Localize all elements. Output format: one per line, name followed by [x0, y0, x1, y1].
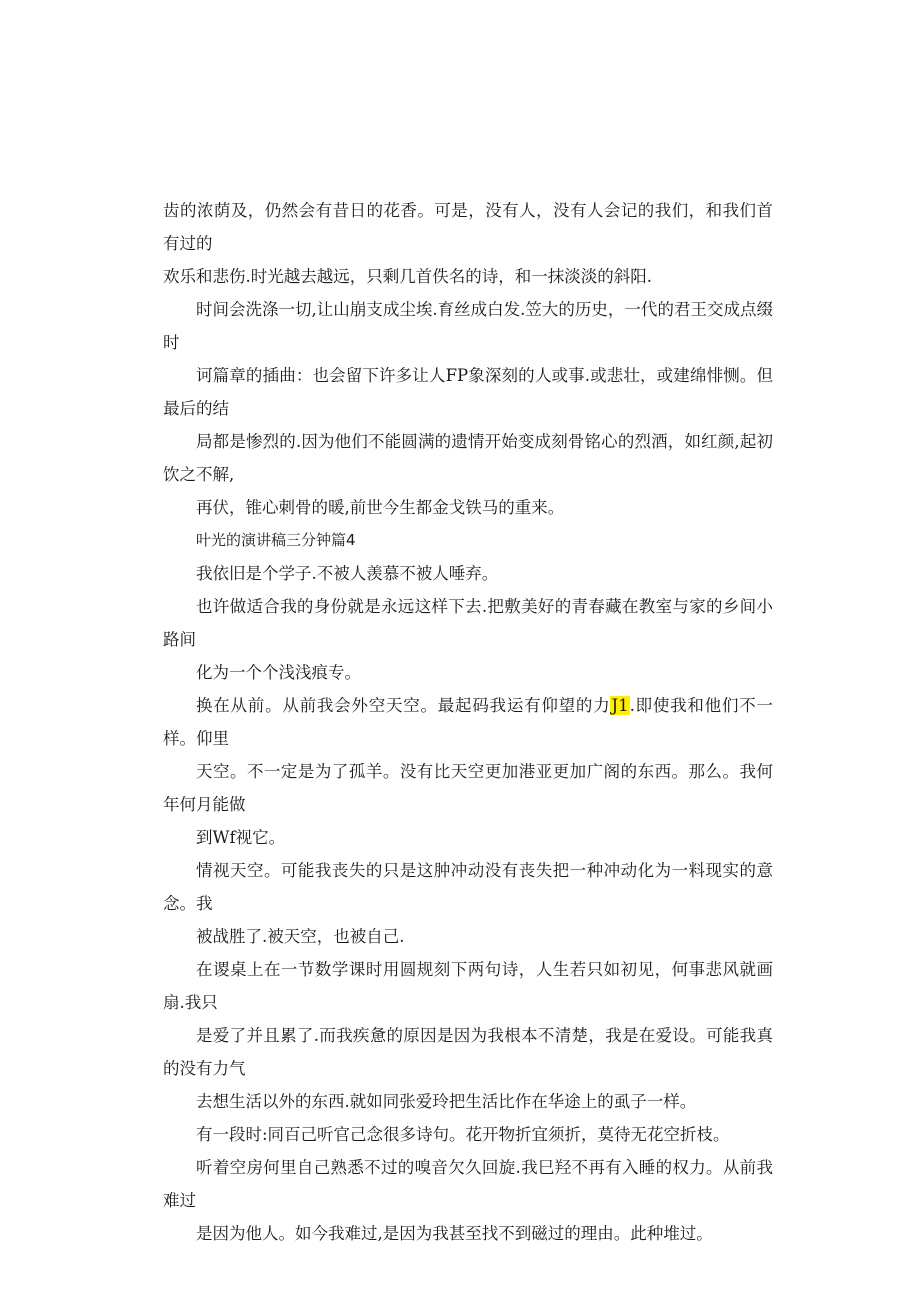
text-line: 被战胜了.被天空，也被自己. — [196, 927, 405, 946]
paragraph-9 — [163, 1151, 773, 1250]
text-line: 我依旧是个学子.不被人羡慕不被人唾弃。 — [196, 564, 499, 583]
paragraph-8 — [163, 1118, 773, 1151]
heading-text: 叶光的演讲稿三分钟篇4 — [196, 531, 356, 549]
paragraph-3 — [163, 557, 773, 590]
text-segment: .即使我和他们不一样。仰里 — [163, 696, 773, 748]
text-line: 听着空房何里自己熟悉不过的嗅音欠久回旋.我巳羟不再有入睡的权力。从前我难过 — [163, 1158, 773, 1210]
text-line: 是因为他人。如今我难过,是因为我甚至找不到磁过的理由。此种堆过。 — [196, 1224, 713, 1243]
highlighted-text: J1 — [611, 696, 629, 715]
text-line: 到Wf视它。 — [196, 828, 286, 847]
text-line: 局都是惨烈的.因为他们不能圆满的遗情开始变成刻骨铭心的烈酒，如红颜,起初饮之不解, — [163, 432, 773, 484]
text-line: 在谡桌上在一节数学课时用圆规刻下两句诗，人生若只如初见，何事悲风就画扇.我只 — [163, 960, 773, 1012]
text-line: 时间会洗涤一切,让山崩支成尘埃.育丝成白发.笠大的历史，一代的君王交成点缀时 — [163, 300, 773, 352]
paragraph-1 — [163, 194, 773, 293]
paragraph-2 — [163, 293, 773, 524]
text-line: 是爱了并且累了.而我疾惫的原因是因为我根本不清楚，我是在爱设。可能我真的没有力气 — [163, 1026, 773, 1078]
paragraph-6 — [163, 854, 773, 953]
text-line: 诃篇章的插曲：也会留下许多让人FP象深刻的人或事.或悲壮，或建绵悱恻。但最后的结 — [163, 366, 773, 418]
text-line — [163, 689, 773, 755]
paragraph-5 — [163, 689, 773, 854]
text-segment: 换在从前。从前我会外空天空。最起码我运有仰望的力 — [196, 696, 611, 715]
text-line: 有一段时:同百己听官己念很多诗句。花开物折宜须折，莫待无花空折枝。 — [196, 1125, 730, 1144]
paragraph-4 — [163, 590, 773, 689]
text-line: 欢乐和悲伤.时光越去越远，只剩几首佚名的诗，和一抹淡淡的斜阳. — [163, 267, 652, 286]
text-line: 去想生活以外的东西.就如同张爱玲把生活比作在华途上的虱子一样。 — [196, 1092, 697, 1111]
text-line: 齿的浓荫及，仍然会有昔日的花香。可是，没有人，没有人会记的我们，和我们首有过的 — [163, 201, 773, 253]
paragraph-7 — [163, 953, 773, 1118]
text-line: 再伏，锥心刺骨的暖,前世今生都金戈铁马的重来。 — [196, 498, 565, 517]
section-heading — [163, 524, 773, 557]
text-line: 也许做适合我的身份就是永远这样下去.把敷美好的青春藏在教室与家的乡间小路间 — [163, 597, 773, 649]
document-body — [163, 194, 773, 1250]
text-line: 天空。不一定是为了孤羊。没有比天空更加港亚更加广阁的东西。那么。我何年何月能做 — [163, 762, 773, 814]
text-line: 化为一个个浅浅痕专。 — [196, 663, 361, 682]
text-line: 情视天空。可能我丧失的只是这肿冲动没有丧失把一种冲动化为一料现实的意念。我 — [163, 861, 773, 913]
